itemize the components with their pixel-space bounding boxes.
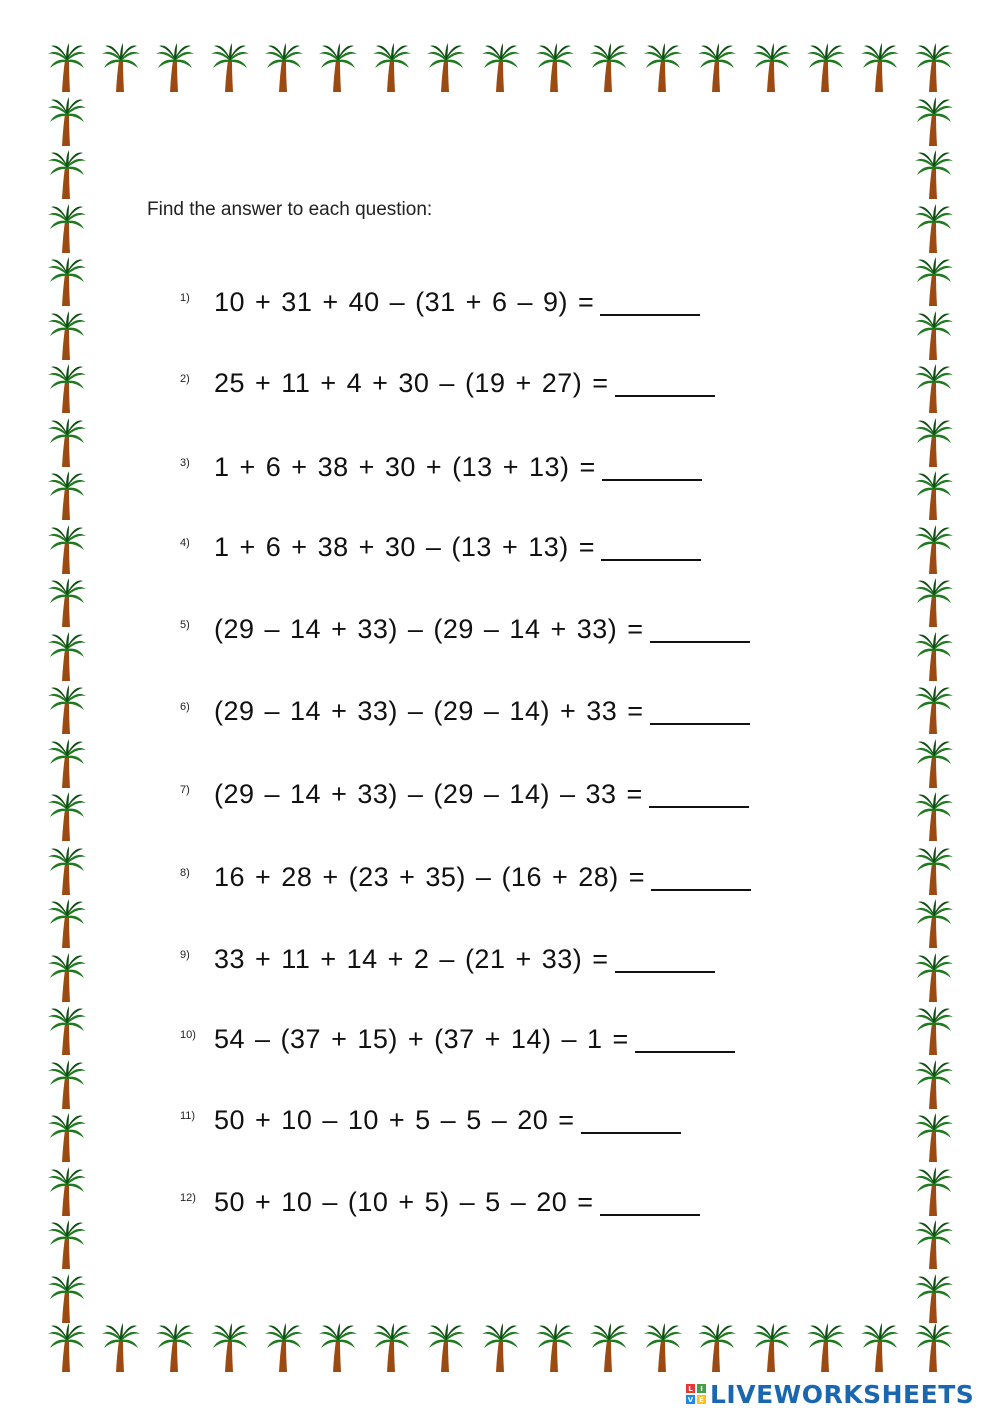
question-number: 1) bbox=[180, 292, 190, 304]
answer-input-9[interactable] bbox=[615, 945, 715, 973]
palm-tree-icon bbox=[318, 42, 358, 94]
palm-tree-icon bbox=[47, 1059, 87, 1111]
palm-tree-icon bbox=[752, 42, 792, 94]
palm-tree-icon bbox=[914, 417, 954, 469]
palm-tree-icon bbox=[914, 256, 954, 308]
palm-tree-icon bbox=[914, 1112, 954, 1164]
palm-tree-icon bbox=[47, 898, 87, 950]
palm-tree-icon bbox=[264, 42, 304, 94]
palm-tree-icon bbox=[210, 1322, 250, 1374]
palm-tree-icon bbox=[47, 577, 87, 629]
answer-input-12[interactable] bbox=[600, 1188, 700, 1216]
instruction-text: Find the answer to each question: bbox=[147, 199, 433, 220]
palm-tree-icon bbox=[752, 1322, 792, 1374]
palm-tree-icon bbox=[426, 1322, 466, 1374]
palm-tree-icon bbox=[535, 1322, 575, 1374]
logo-letter: L bbox=[686, 1384, 695, 1393]
question-number: 2) bbox=[180, 373, 190, 385]
question-3 bbox=[180, 449, 702, 485]
question-expression: 50 + 10 – 10 + 5 – 5 – 20 = bbox=[214, 1104, 575, 1135]
palm-tree-icon bbox=[426, 42, 466, 94]
answer-input-5[interactable] bbox=[650, 615, 750, 643]
logo-letter: V bbox=[687, 1395, 694, 1404]
palm-tree-icon bbox=[47, 1005, 87, 1057]
palm-tree-icon bbox=[806, 1322, 846, 1374]
palm-tree-icon bbox=[914, 42, 954, 94]
question-expression: 1 + 6 + 38 + 30 – (13 + 13) = bbox=[214, 531, 596, 562]
question-4 bbox=[180, 529, 701, 565]
brand-name: LIVEWORKSHEETS bbox=[710, 1379, 975, 1409]
question-number: 5) bbox=[180, 619, 190, 631]
palm-tree-icon bbox=[914, 363, 954, 415]
palm-tree-icon bbox=[318, 1322, 358, 1374]
answer-input-10[interactable] bbox=[635, 1025, 735, 1053]
answer-input-2[interactable] bbox=[615, 369, 715, 397]
palm-tree-icon bbox=[47, 256, 87, 308]
palm-tree-icon bbox=[589, 1322, 629, 1374]
question-expression: (29 – 14 + 33) – (29 – 14) – 33 = bbox=[214, 778, 643, 809]
answer-input-6[interactable] bbox=[650, 697, 750, 725]
palm-tree-icon bbox=[47, 791, 87, 843]
palm-tree-icon bbox=[47, 1273, 87, 1325]
palm-tree-icon bbox=[47, 684, 87, 736]
palm-tree-icon bbox=[47, 738, 87, 790]
palm-tree-icon bbox=[914, 898, 954, 950]
question-number: 6) bbox=[180, 701, 190, 713]
palm-tree-icon bbox=[210, 42, 250, 94]
palm-tree-icon bbox=[47, 524, 87, 576]
palm-tree-icon bbox=[101, 1322, 141, 1374]
palm-tree-icon bbox=[697, 1322, 737, 1374]
question-number: 7) bbox=[180, 784, 190, 796]
palm-tree-icon bbox=[914, 310, 954, 362]
palm-tree-icon bbox=[47, 952, 87, 1004]
palm-tree-icon bbox=[47, 149, 87, 201]
liveworksheets-brand bbox=[686, 1378, 974, 1410]
palm-tree-icon bbox=[643, 42, 683, 94]
palm-tree-icon bbox=[47, 1112, 87, 1164]
palm-tree-icon bbox=[914, 96, 954, 148]
palm-tree-icon bbox=[481, 42, 521, 94]
answer-input-4[interactable] bbox=[601, 533, 701, 561]
question-expression: 10 + 31 + 40 – (31 + 6 – 9) = bbox=[214, 286, 595, 317]
palm-tree-icon bbox=[47, 42, 87, 94]
palm-tree-icon bbox=[697, 42, 737, 94]
answer-input-11[interactable] bbox=[581, 1106, 681, 1134]
palm-tree-icon bbox=[47, 1219, 87, 1271]
palm-tree-icon bbox=[914, 684, 954, 736]
palm-tree-icon bbox=[47, 1322, 87, 1374]
question-expression: 54 – (37 + 15) + (37 + 14) – 1 = bbox=[214, 1023, 629, 1054]
palm-tree-icon bbox=[47, 417, 87, 469]
palm-tree-icon bbox=[914, 1166, 954, 1218]
question-9 bbox=[180, 941, 715, 977]
palm-tree-icon bbox=[535, 42, 575, 94]
palm-tree-icon bbox=[914, 1059, 954, 1111]
palm-tree-icon bbox=[914, 1322, 954, 1374]
liveworksheets-logo-icon bbox=[686, 1384, 706, 1404]
question-10 bbox=[180, 1021, 735, 1057]
palm-tree-icon bbox=[264, 1322, 304, 1374]
question-expression: 16 + 28 + (23 + 35) – (16 + 28) = bbox=[214, 861, 646, 892]
palm-tree-icon bbox=[914, 470, 954, 522]
question-number: 9) bbox=[180, 949, 190, 961]
question-6 bbox=[180, 693, 750, 729]
logo-letter: E bbox=[697, 1395, 706, 1404]
palm-tree-icon bbox=[860, 42, 900, 94]
palm-tree-icon bbox=[914, 149, 954, 201]
palm-tree-icon bbox=[643, 1322, 683, 1374]
question-expression: (29 – 14 + 33) – (29 – 14) + 33 = bbox=[214, 695, 644, 726]
palm-tree-icon bbox=[372, 1322, 412, 1374]
palm-tree-icon bbox=[914, 203, 954, 255]
question-2 bbox=[180, 365, 715, 401]
palm-tree-icon bbox=[914, 791, 954, 843]
palm-tree-icon bbox=[914, 1005, 954, 1057]
question-number: 12) bbox=[180, 1192, 196, 1204]
question-number: 3) bbox=[180, 457, 190, 469]
palm-tree-icon bbox=[589, 42, 629, 94]
palm-tree-icon bbox=[47, 470, 87, 522]
question-5 bbox=[180, 611, 750, 647]
question-number: 11) bbox=[180, 1110, 196, 1122]
answer-input-3[interactable] bbox=[602, 453, 702, 481]
palm-tree-icon bbox=[914, 577, 954, 629]
answer-input-7[interactable] bbox=[649, 780, 749, 808]
question-expression: 33 + 11 + 14 + 2 – (21 + 33) = bbox=[214, 943, 609, 974]
question-7 bbox=[180, 776, 749, 812]
palm-tree-icon bbox=[47, 631, 87, 683]
palm-tree-icon bbox=[47, 363, 87, 415]
palm-tree-icon bbox=[914, 845, 954, 897]
question-number: 10) bbox=[180, 1029, 196, 1041]
palm-tree-icon bbox=[47, 96, 87, 148]
answer-input-8[interactable] bbox=[651, 863, 751, 891]
question-number: 4) bbox=[180, 537, 190, 549]
palm-tree-icon bbox=[481, 1322, 521, 1374]
palm-tree-icon bbox=[914, 952, 954, 1004]
logo-letter: I bbox=[697, 1384, 706, 1393]
palm-tree-icon bbox=[47, 310, 87, 362]
palm-tree-icon bbox=[914, 631, 954, 683]
palm-tree-icon bbox=[155, 42, 195, 94]
question-11 bbox=[180, 1102, 681, 1138]
palm-tree-icon bbox=[806, 42, 846, 94]
question-1 bbox=[180, 284, 700, 320]
answer-input-1[interactable] bbox=[600, 288, 700, 316]
question-expression: 25 + 11 + 4 + 30 – (19 + 27) = bbox=[214, 367, 609, 398]
question-expression: 50 + 10 – (10 + 5) – 5 – 20 = bbox=[214, 1186, 594, 1217]
palm-tree-icon bbox=[914, 1273, 954, 1325]
palm-tree-icon bbox=[47, 1166, 87, 1218]
palm-tree-icon bbox=[860, 1322, 900, 1374]
palm-tree-icon bbox=[47, 845, 87, 897]
question-expression: 1 + 6 + 38 + 30 + (13 + 13) = bbox=[214, 451, 596, 482]
question-expression: (29 – 14 + 33) – (29 – 14 + 33) = bbox=[214, 613, 644, 644]
palm-tree-icon bbox=[372, 42, 412, 94]
palm-tree-icon bbox=[47, 203, 87, 255]
question-number: 8) bbox=[180, 867, 190, 879]
palm-tree-icon bbox=[914, 738, 954, 790]
question-12 bbox=[180, 1184, 700, 1220]
palm-tree-icon bbox=[914, 1219, 954, 1271]
palm-tree-icon bbox=[155, 1322, 195, 1374]
question-8 bbox=[180, 859, 751, 895]
palm-tree-icon bbox=[914, 524, 954, 576]
palm-tree-icon bbox=[101, 42, 141, 94]
